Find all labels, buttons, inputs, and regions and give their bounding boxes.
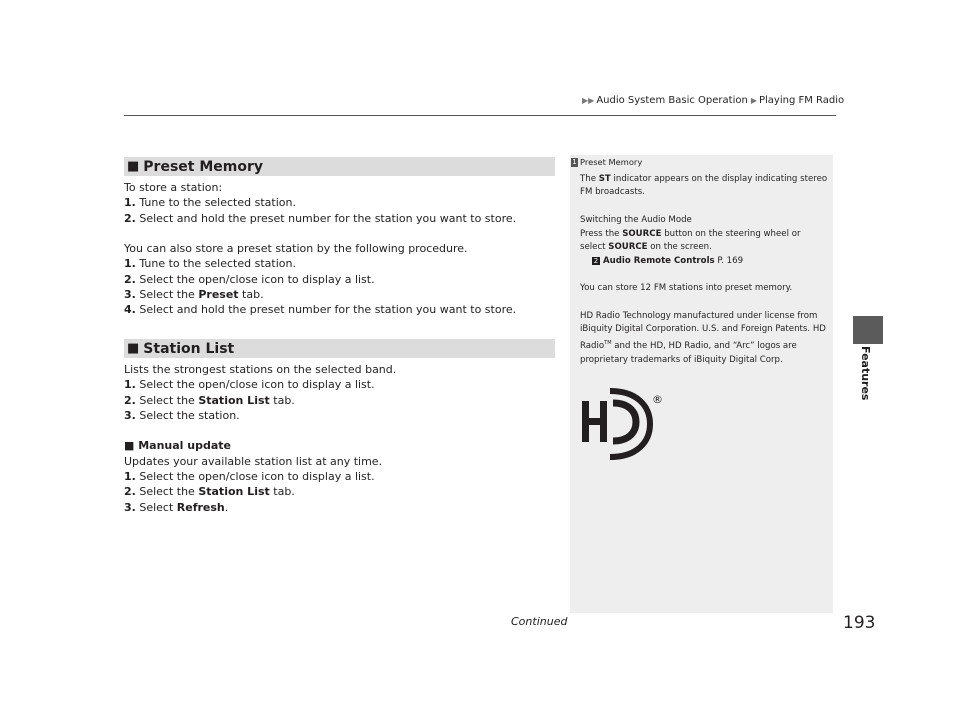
chapter-label: Features [859,346,872,401]
step-text: Tune to the selected station. [139,257,296,271]
step [124,469,564,484]
section-title: Station List [143,340,235,357]
note-paragraph: The ST indicator appears on the display indicating stereo FM broadcasts. [580,173,828,198]
section-title: Preset Memory [143,158,264,175]
chapter-tab [853,316,883,344]
breadcrumb [582,95,844,106]
step-number: 3. [124,288,136,302]
step-number: 2. [124,211,136,225]
step-text: Select the open/close icon to display a list. [139,470,375,484]
paragraph: Lists the strongest stations on the selected band. [124,363,397,376]
header-divider [124,115,836,116]
paragraph: Updates your available station list at any time. [124,454,383,468]
note-paragraph: You can store 12 FM stations into preset memory. [580,283,793,294]
hd-radio-logo [580,387,663,462]
breadcrumb-arrow-icon: ▶ [750,96,757,105]
side-note-panel [570,155,833,613]
note-paragraph: HD Radio Technology manufactured under license from iBiquity Digital Corporation. U.S. and Foreign Patents. HD Radio™ and the HD, HD Radio, and “Arc” logos are proprietary trademarks of iBiquity Digital Corp. [580,310,826,365]
breadcrumb-item: Audio System Basic Operation [596,95,748,106]
ui-term: Station List [198,485,270,499]
step [124,211,564,226]
step-text: Select and hold the preset number for the station you want to store. [139,303,517,317]
section-square-icon: ■ [127,159,140,174]
step [124,256,564,271]
ui-term: Preset [198,288,239,302]
step: 2. Select the Station List tab. [124,393,295,407]
step-text: Select and hold the preset number for the station you want to store. [139,211,517,225]
step-text: Select the open/close icon to display a list. [139,272,375,286]
step-text: Select the station. [139,408,240,422]
step-number: 2. [124,272,136,286]
note-badge-icon: 1 [572,158,577,167]
step-number: 1. [124,378,136,392]
step [124,195,564,210]
step [124,408,564,423]
ui-term: Station List [198,393,270,407]
step-number: 1. [124,470,136,484]
step-text: Tune to the selected station. [139,196,296,210]
continued-label: Continued [511,615,568,628]
reference-arrow-icon: 2 [593,256,599,265]
cross-reference-link[interactable]: 2 Audio Remote Controls P. 169 [593,255,744,266]
paragraph: You can also store a preset station by the following procedure. [124,242,468,256]
step: 3. Select the Preset tab. [124,288,264,302]
step-number: 2. [124,393,136,407]
section-header-preset-memory [124,157,555,176]
svg-text:®: ® [652,393,663,406]
paragraph: To store a station: [124,181,223,194]
step-number: 3. [124,500,136,514]
step-number: 3. [124,408,136,422]
note-paragraph: Press the SOURCE button on the steering wheel or select SOURCE on the screen. [580,228,801,253]
note-title: 1 Preset Memory [572,157,643,167]
ui-term: Refresh [176,500,225,514]
subheading: ■ Manual update [124,439,231,453]
breadcrumb-arrow-icon: ▶▶ [582,96,595,105]
section-square-icon: ■ [127,341,140,356]
section-header-station-list [124,339,555,358]
step: 3. Select Refresh. [124,500,229,514]
page-number: 193 [843,613,876,633]
step-number: 2. [124,485,136,499]
step-number: 1. [124,257,136,271]
preset-memory-body [124,180,564,318]
station-list-body [124,362,564,515]
step-number: 1. [124,196,136,210]
step: 2. Select the Station List tab. [124,485,295,499]
step [124,377,564,392]
breadcrumb-item: Playing FM Radio [758,95,845,106]
step [124,272,564,287]
note-subtitle: Switching the Audio Mode [580,214,692,225]
step-text: Select the open/close icon to display a list. [139,378,375,392]
step-number: 4. [124,303,136,317]
step [124,302,564,317]
